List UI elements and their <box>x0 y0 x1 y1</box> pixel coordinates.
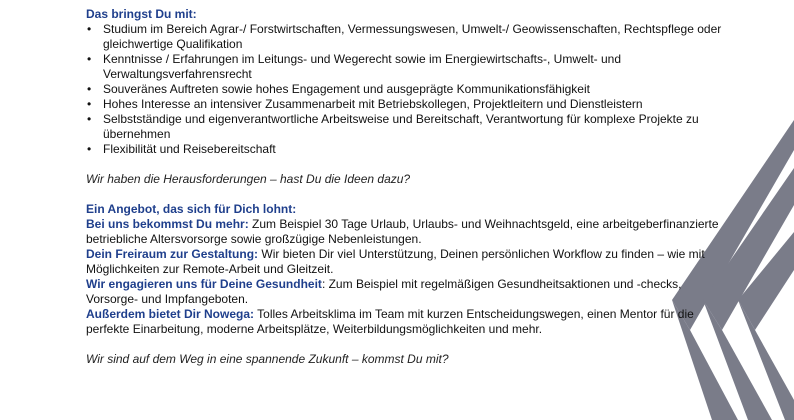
list-item-text: Hohes Interesse an intensiver Zusammenarbeit mit Betriebskollegen, Projektleitern und Dienstleistern <box>103 97 643 111</box>
challenge-line: Wir haben die Herausforderungen – hast Du die Ideen dazu? <box>86 172 411 186</box>
offer-body-text: Zum Beispiel 30 Tage Urlaub, Urlaubs- und Weihnachtsgeld, eine arbeitgeberfinanzierte betriebliche Altersvorsorge sowie großzügige Nebenleistungen. <box>86 217 719 246</box>
list-item <box>86 52 726 82</box>
job-posting-content <box>86 7 726 367</box>
bullet-icon: • <box>87 142 92 156</box>
offer-lead-text: Dein Freiraum zur Gestaltung: <box>86 247 259 261</box>
bullet-icon: • <box>87 52 92 66</box>
bullet-icon: • <box>87 97 92 111</box>
offer-body-text: Wir bieten Dir viel Unterstützung, Deinen persönlichen Workflow zu finden – wie mit Möglichkeiten zur Remote-Arbeit und Gleitzeit. <box>86 247 705 276</box>
list-item-text: Studium im Bereich Agrar-/ Forstwirtschaften, Vermessungswesen, Umwelt-/ Geowissenschaften, Rechtspflege oder gleichwertige Qualifikation <box>103 22 722 51</box>
offer-heading: Ein Angebot, das sich für Dich lohnt: <box>86 202 297 216</box>
bullet-icon: • <box>87 22 92 36</box>
list-item <box>86 142 726 157</box>
offer-paragraph-health <box>86 277 726 307</box>
list-item <box>86 82 726 97</box>
list-item-text: Souveränes Auftreten sowie hohes Engagement und ausgeprägte Kommunikationsfähigkeit <box>103 82 590 96</box>
offer-lead-text: Bei uns bekommst Du mehr: <box>86 217 249 231</box>
list-item-text: Kenntnisse / Erfahrungen im Leitungs- und Wegerecht sowie im Energiewirtschafts-, Umwelt- und Verwaltungsverfahrensrecht <box>103 52 622 81</box>
skills-list <box>86 22 726 157</box>
closing-line: Wir sind auf dem Weg in eine spannende Zukunft – kommst Du mit? <box>86 352 449 366</box>
list-item-text: Flexibilität und Reisebereitschaft <box>103 142 276 156</box>
list-item-text: Selbstständige und eigenverantwortliche Arbeitsweise und Bereitschaft, Verantwortung für komplexe Projekte zu übernehmen <box>103 112 699 141</box>
list-item <box>86 97 726 112</box>
offer-paragraph-more <box>86 217 726 247</box>
offer-lead-text: Außerdem bietet Dir Nowega: <box>86 307 255 321</box>
offer-paragraph-freedom <box>86 247 726 277</box>
offer-body-text: Tolles Arbeitsklima im Team mit kurzen Entscheidungswegen, einen Mentor für die perfekte Einarbeitung, moderne Arbeitsplätze, Weiterbildungsmöglichkeiten und mehr. <box>86 307 694 336</box>
skills-heading: Das bringst Du mit: <box>86 7 197 21</box>
bullet-icon: • <box>87 82 92 96</box>
offer-paragraph-nowega <box>86 307 726 337</box>
offer-body-text: : Zum Beispiel mit regelmäßigen Gesundheitsaktionen und -checks, Vorsorge- und Impfangeboten. <box>86 277 682 306</box>
offer-lead-text: Wir engagieren uns für Deine Gesundheit <box>86 277 322 291</box>
list-item <box>86 22 726 52</box>
bullet-icon: • <box>87 112 92 126</box>
list-item <box>86 112 726 142</box>
